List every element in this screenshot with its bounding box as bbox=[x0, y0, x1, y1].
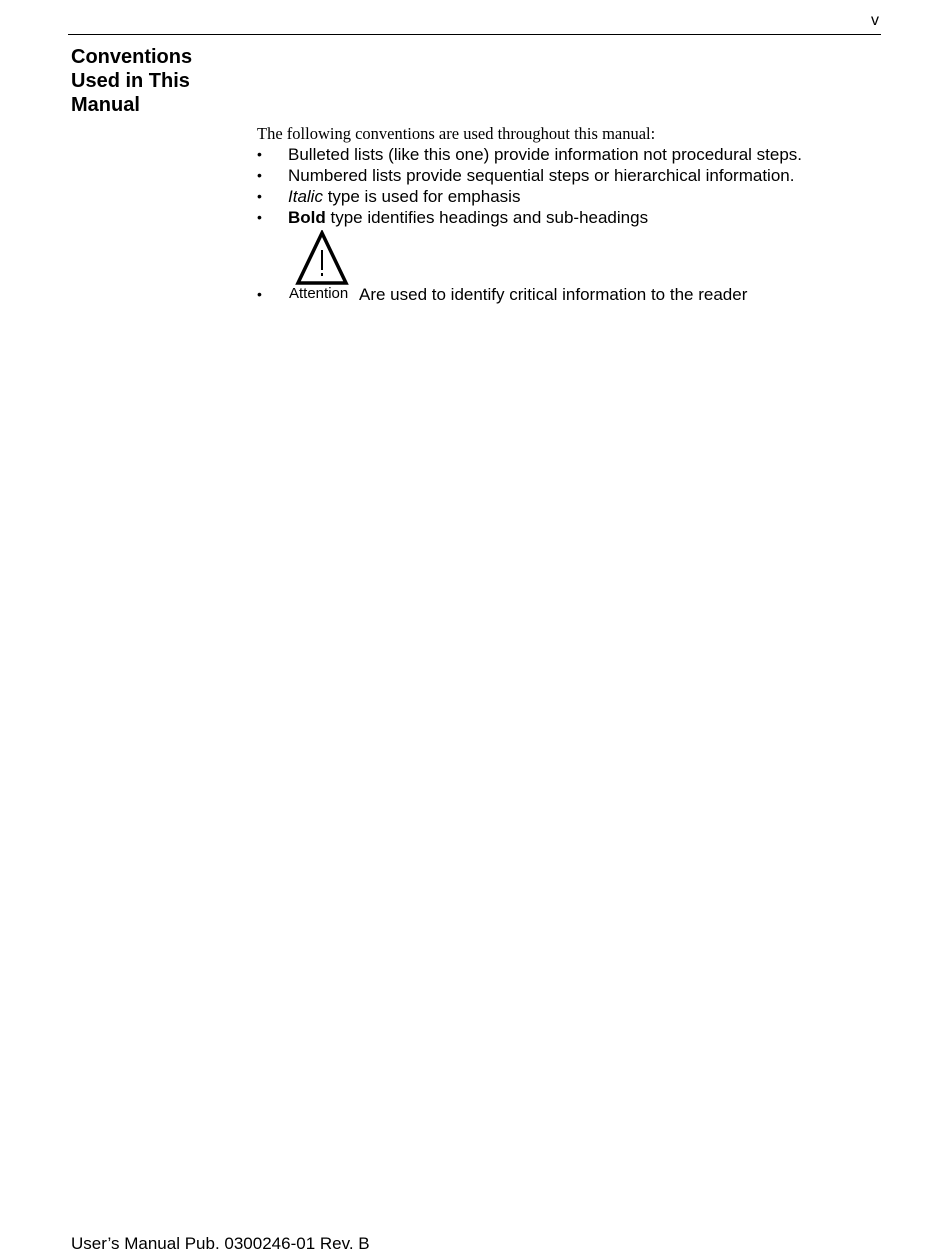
list-item-text: type identifies headings and sub-headings bbox=[325, 208, 649, 227]
intro-paragraph: The following conventions are used throughout this manual: bbox=[257, 124, 656, 143]
list-item-attention bbox=[257, 228, 802, 308]
conventions-list bbox=[257, 144, 802, 308]
attention-text: Are used to identify critical information to the reader bbox=[359, 285, 748, 304]
bullet-icon: • bbox=[257, 167, 262, 183]
list-item-text: Numbered lists provide sequential steps or hierarchical information. bbox=[288, 166, 795, 185]
warning-triangle-icon bbox=[295, 230, 349, 286]
list-item bbox=[257, 144, 802, 165]
page-number: v bbox=[871, 12, 879, 29]
bullet-icon: • bbox=[257, 146, 262, 162]
bullet-icon: • bbox=[257, 286, 262, 302]
list-item-text: type is used for emphasis bbox=[322, 187, 521, 206]
italic-example: Italic bbox=[288, 187, 323, 206]
section-heading: Conventions Used in This Manual bbox=[71, 46, 193, 116]
attention-caption: Attention bbox=[289, 285, 349, 302]
list-item bbox=[257, 186, 802, 207]
bold-example: Bold bbox=[288, 208, 326, 227]
bullet-icon: • bbox=[257, 188, 262, 204]
list-item bbox=[257, 165, 802, 186]
list-item bbox=[257, 207, 802, 228]
list-item-text: Bulleted lists (like this one) provide information not procedural steps. bbox=[288, 145, 803, 164]
footer-publication: User’s Manual Pub. 0300246-01 Rev. B bbox=[71, 1234, 370, 1253]
attention-symbol bbox=[289, 230, 355, 304]
bullet-icon: • bbox=[257, 209, 262, 225]
header-rule bbox=[68, 34, 881, 35]
